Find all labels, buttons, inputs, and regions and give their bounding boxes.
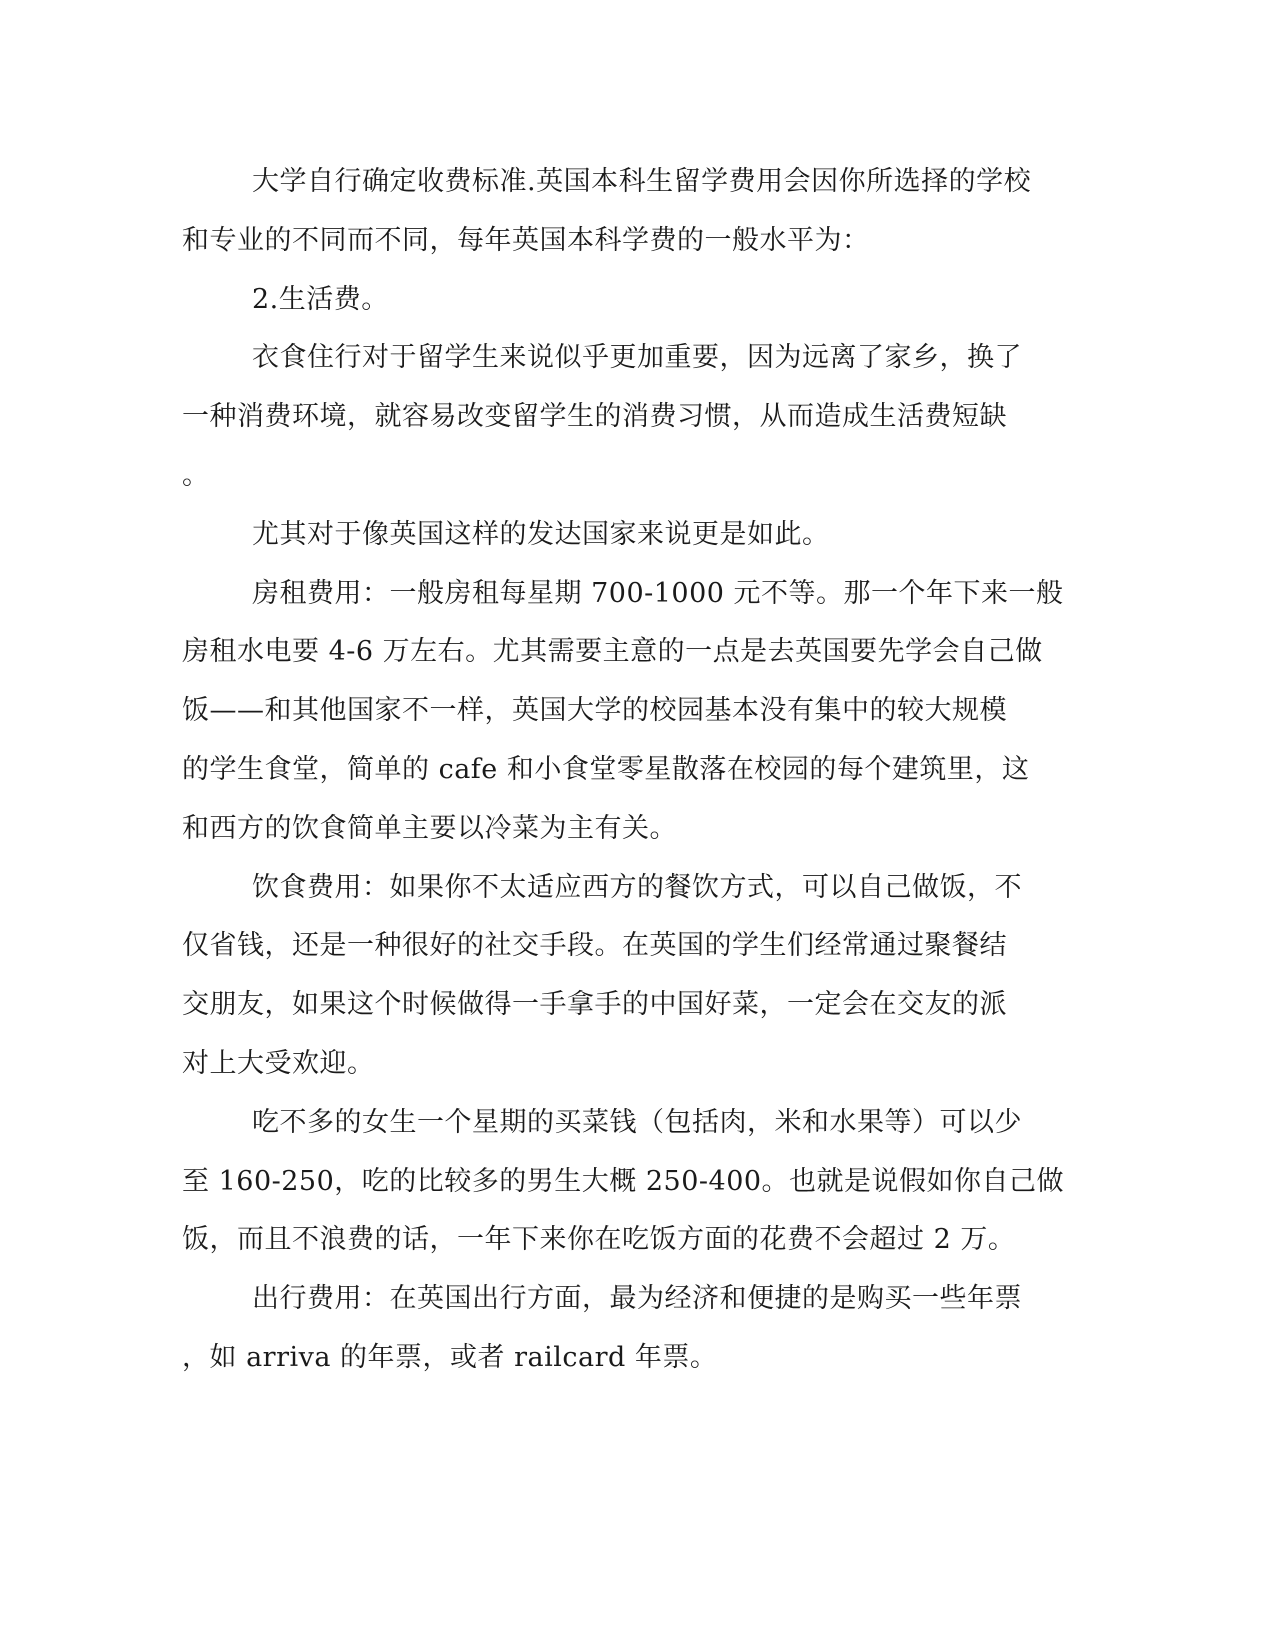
text-line: 饮食费用：如果你不太适应西方的餐饮方式，可以自己做饭，不 xyxy=(252,871,1022,903)
document-body xyxy=(182,153,1065,1388)
section-heading: 2.生活费。 xyxy=(252,283,389,315)
text-line: 一种消费环境，就容易改变留学生的消费习惯，从而造成生活费短缺 xyxy=(182,401,1007,433)
text-line: 对上大受欢迎。 xyxy=(182,1047,375,1079)
text-line: 交朋友，如果这个时候做得一手拿手的中国好菜，一定会在交友的派 xyxy=(182,989,1007,1021)
text-line: 房租水电要 4-6 万左右。尤其需要主意的一点是去英国要先学会自己做 xyxy=(182,636,1043,668)
text-line: 的学生食堂，简单的 cafe 和小食堂零星散落在校园的每个建筑里，这 xyxy=(182,753,1030,785)
text-line: 吃不多的女生一个星期的买菜钱（包括肉，米和水果等）可以少 xyxy=(252,1106,1022,1138)
text-line: 至 160-250，吃的比较多的男生大概 250-400。也就是说假如你自己做 xyxy=(182,1165,1065,1197)
text-line: ，如 arriva 的年票，或者 railcard 年票。 xyxy=(182,1341,718,1373)
text-line: 房租费用：一般房租每星期 700-1000 元不等。那一个年下来一般 xyxy=(252,577,1064,609)
text-line: 大学自行确定收费标准.英国本科生留学费用会因你所选择的学校 xyxy=(252,166,1032,197)
text-line: 仅省钱，还是一种很好的社交手段。在英国的学生们经常通过聚餐结 xyxy=(182,930,1007,962)
text-line: 饭，而且不浪费的话，一年下来你在吃饭方面的花费不会超过 2 万。 xyxy=(182,1224,1016,1256)
text-line: 和专业的不同而不同，每年英国本科学费的一般水平为： xyxy=(182,224,870,256)
text-line: 和西方的饮食简单主要以冷菜为主有关。 xyxy=(182,812,677,844)
text-line: 。 xyxy=(182,459,210,491)
text-line: 衣食住行对于留学生来说似乎更加重要，因为远离了家乡，换了 xyxy=(252,342,1022,374)
text-line: 出行费用：在英国出行方面，最为经济和便捷的是购买一些年票 xyxy=(252,1283,1022,1315)
text-line: 饭——和其他国家不一样，英国大学的校园基本没有集中的较大规模 xyxy=(182,695,1007,727)
text-line: 尤其对于像英国这样的发达国家来说更是如此。 xyxy=(252,518,830,550)
